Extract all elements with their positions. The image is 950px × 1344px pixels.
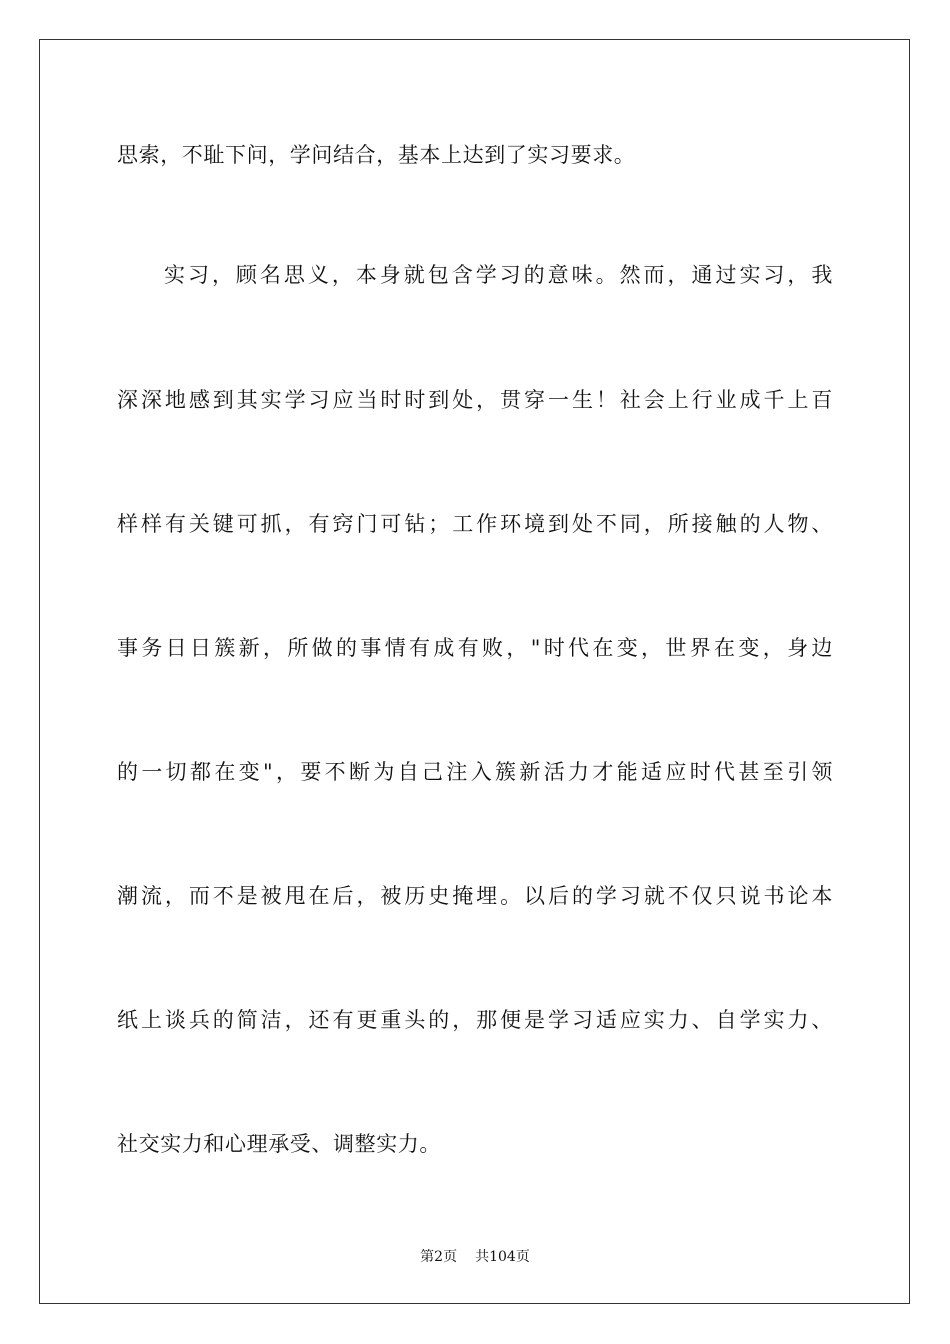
text-line-7: 潮流，而不是被甩在后，被历史掩埋。以后的学习就不仅只说书论本 (117, 884, 833, 908)
text-line-6: 的一切都在变"，要不断为自己注入簇新活力才能适应时代甚至引领 (117, 760, 833, 784)
text-line-9: 社交实力和心理承受、调整实力。 (117, 1132, 441, 1156)
text-line-2: 实习，顾名思义，本身就包含学习的意味。然而，通过实习，我 (164, 263, 833, 287)
text-line-3: 深深地感到其实学习应当时时到处，贯穿一生！社会上行业成千上百 (117, 388, 833, 412)
page-footer (0, 1248, 950, 1266)
text-line-5: 事务日日簇新，所做的事情有成有败，"时代在变，世界在变，身边 (117, 636, 833, 660)
text-line-8: 纸上谈兵的简洁，还有更重头的，那便是学习适应实力、自学实力、 (117, 1008, 833, 1032)
page-number: 第2页 (420, 1249, 458, 1265)
page-frame (39, 39, 910, 1304)
text-line-1: 思索，不耻下问，学问结合，基本上达到了实习要求。 (117, 143, 636, 167)
page-total: 共104页 (475, 1249, 530, 1265)
text-line-4: 样样有关键可抓，有窍门可钻；工作环境到处不同，所接触的人物、 (117, 512, 833, 536)
